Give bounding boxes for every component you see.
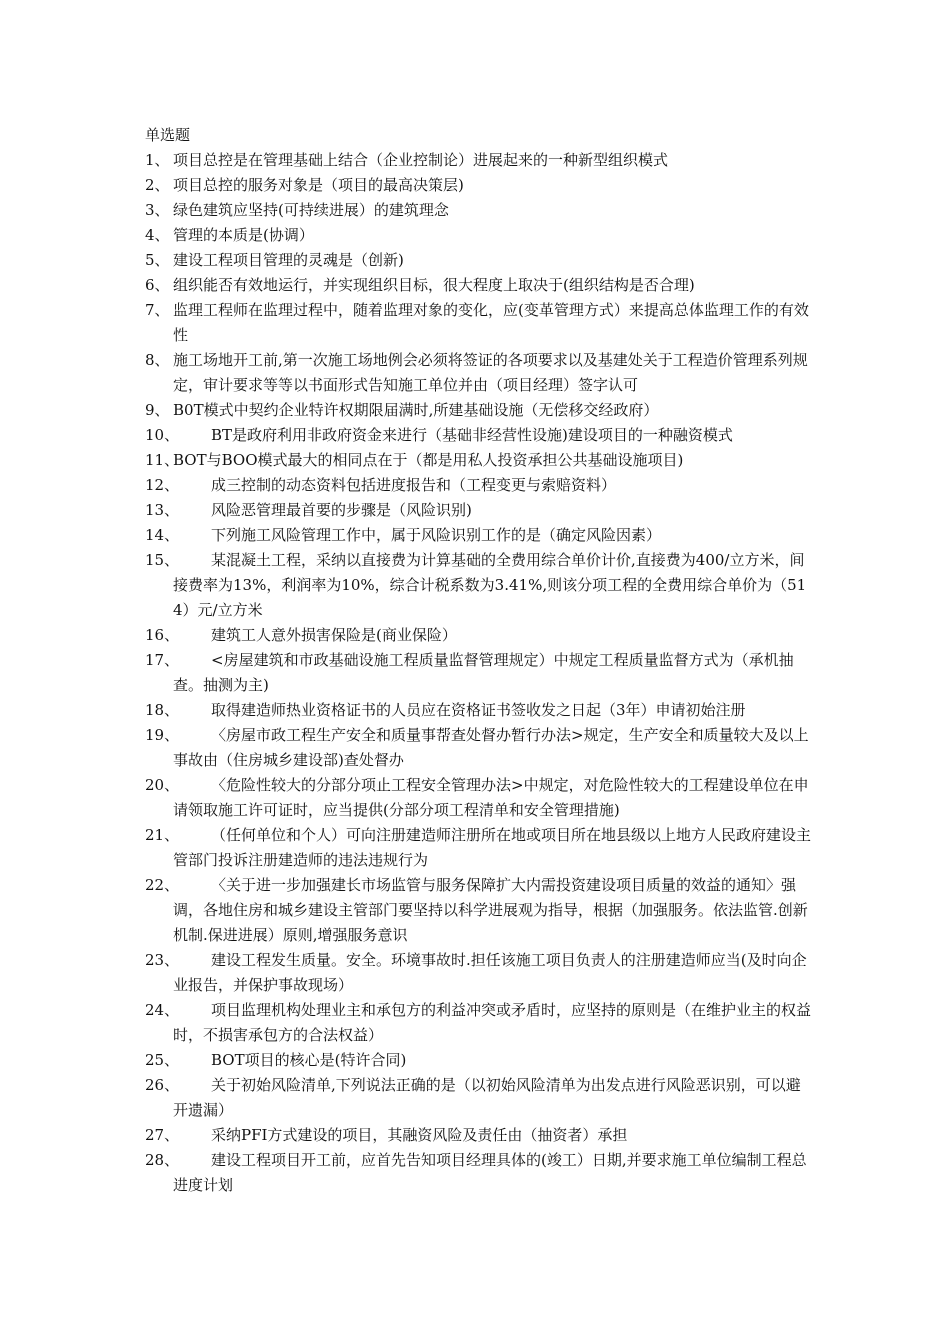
- item-text: 某混凝土工程，采纳以直接费为计算基础的全费用综合单价计价,直接费为400/立方米，间接费率为13%，利润率为10%，综合计税系数为3.41%,则该分项工程的全费用综合单价为（514）元/立方米: [173, 551, 807, 619]
- item-text: 项目监理机构处理业主和承包方的利益冲突或矛盾时，应坚持的原则是（在维护业主的权益时，不损害承包方的合法权益）: [173, 1001, 812, 1044]
- item-number: 6、: [145, 276, 170, 294]
- item-text: 组织能否有效地运行，并实现组织目标，很大程度上取决于(组织结构是否合理): [173, 276, 695, 294]
- item-text: 建设工程项目管理的灵魂是（创新): [173, 251, 404, 269]
- list-item: [145, 223, 815, 248]
- item-text: 取得建造师热业资格证书的人员应在资格证书签收发之日起（3年）申请初始注册: [211, 701, 746, 719]
- list-item: [145, 823, 815, 873]
- list-item: [145, 198, 815, 223]
- item-number: 18、: [145, 701, 180, 719]
- item-text: 〈危险性较大的分部分项止工程安全管理办法>中规定，对危险性较大的工程建设单位在申请领取施工许可证时，应当提供(分部分项工程清单和安全管理措施): [173, 776, 809, 819]
- item-number: 22、: [145, 876, 180, 894]
- list-item: [145, 948, 815, 998]
- list-item: [145, 298, 815, 348]
- item-text: 监理工程师在监理过程中，随着监理对象的变化，应(变革管理方式）来提高总体监理工作的有效性: [173, 301, 809, 344]
- item-text: B0T模式中契约企业特许权期限届满时,所建基础设施（无偿移交经政府）: [173, 401, 659, 419]
- list-item: [145, 998, 815, 1048]
- item-text: 项目总控是在管理基础上结合（企业控制论）进展起来的一种新型组织模式: [173, 151, 669, 169]
- list-item: [145, 648, 815, 698]
- item-number: 12、: [145, 476, 180, 494]
- item-text: 绿色建筑应坚持(可持续进展）的建筑理念: [173, 201, 449, 219]
- item-number: 7、: [145, 301, 170, 319]
- item-text: 管理的本质是(协调）: [173, 226, 314, 244]
- item-text: 建设工程发生质量。安全。环境事故时.担任该施工项目负责人的注册建造师应当(及时向企业报告，并保护事故现场）: [173, 951, 807, 994]
- list-item: [145, 1148, 815, 1198]
- item-number: 1、: [145, 151, 170, 169]
- list-item: [145, 1073, 815, 1123]
- item-text: （任何单位和个人）可向注册建造师注册所在地或项目所在地县级以上地方人民政府建设主管部门投诉注册建造师的违法违规行为: [173, 826, 812, 869]
- item-number: 17、: [145, 651, 180, 669]
- item-number: 3、: [145, 201, 170, 219]
- list-item: [145, 248, 815, 273]
- item-number: 23、: [145, 951, 180, 969]
- list-item: [145, 148, 815, 173]
- list-item: [145, 1123, 815, 1148]
- item-text: 〈房屋市政工程生产安全和质量事帮查处督办暂行办法>规定，生产安全和质量较大及以上事故由（住房城乡建设部)查处督办: [173, 726, 809, 769]
- item-number: 9、: [145, 401, 170, 419]
- item-number: 20、: [145, 776, 180, 794]
- list-item: [145, 873, 815, 948]
- list-item: [145, 723, 815, 773]
- item-text: 风险恶管理最首要的步骤是（风险识别): [211, 501, 472, 519]
- list-item: [145, 348, 815, 398]
- list-item: [145, 623, 815, 648]
- item-number: 10、: [145, 426, 180, 444]
- document-content: [145, 123, 815, 1198]
- list-item: [145, 473, 815, 498]
- list-item: [145, 523, 815, 548]
- list-item: [145, 498, 815, 523]
- item-text: 〈关于进一步加强建长市场监管与服务保障扩大内需投资建设项目质量的效益的通知〉强调，各地住房和城乡建设主管部门要坚持以科学进展观为指导，根据（加强服务。依法监管.创新机制.保进进展）原则,增强服务意识: [173, 876, 808, 944]
- list-item: [145, 548, 815, 623]
- list-item: [145, 173, 815, 198]
- item-number: 24、: [145, 1001, 180, 1019]
- item-text: 建设工程项目开工前，应首先告知项目经理具体的(竣工）日期,并要求施工单位编制工程总进度计划: [173, 1151, 807, 1194]
- list-item: [145, 273, 815, 298]
- list-item: [145, 773, 815, 823]
- list-item: [145, 398, 815, 423]
- list-item: [145, 698, 815, 723]
- item-number: 5、: [145, 251, 170, 269]
- item-text: BOT项目的核心是(特许合同): [211, 1051, 407, 1069]
- item-text: 采纳PFI方式建设的项目，其融资风险及责任由（抽资者）承担: [211, 1126, 628, 1144]
- item-text: 下列施工风险管理工作中，属于风险识别工作的是（确定风险因素）: [211, 526, 662, 544]
- item-text: 建筑工人意外损害保险是(商业保险）: [211, 626, 457, 644]
- item-number: 26、: [145, 1076, 180, 1094]
- item-number: 19、: [145, 726, 180, 744]
- question-list: [145, 148, 815, 1198]
- list-item: [145, 423, 815, 448]
- item-text: BOT与BOO模式最大的相同点在于（都是用私人投资承担公共基础设施项目): [173, 451, 684, 469]
- item-text: BT是政府利用非政府资金来进行（基础非经营性设施)建设项目的一种融资模式: [211, 426, 733, 444]
- list-item: [145, 1048, 815, 1073]
- item-number: 27、: [145, 1126, 180, 1144]
- item-number: 28、: [145, 1151, 180, 1169]
- item-number: 14、: [145, 526, 180, 544]
- item-text: 成三控制的动态资料包括进度报告和（工程变更与索赔资料）: [211, 476, 617, 494]
- item-number: 25、: [145, 1051, 180, 1069]
- item-number: 21、: [145, 826, 180, 844]
- item-number: 13、: [145, 501, 180, 519]
- item-text: 关于初始风险清单,下列说法正确的是（以初始风险清单为出发点进行风险恶识别，可以避开遗漏）: [173, 1076, 801, 1119]
- item-number: 8、: [145, 351, 170, 369]
- item-number: 11、: [145, 451, 180, 469]
- item-text: 项目总控的服务对象是（项目的最高决策层): [173, 176, 464, 194]
- item-number: 16、: [145, 626, 180, 644]
- item-text: 施工场地开工前,第一次施工场地例会必须将签证的各项要求以及基建处关于工程造价管理系列规定，审计要求等等以书面形式告知施工单位并由（项目经理）签字认可: [173, 351, 808, 394]
- item-number: 2、: [145, 176, 170, 194]
- item-number: 4、: [145, 226, 170, 244]
- page-title: 单选题: [145, 126, 191, 144]
- list-item: [145, 448, 815, 473]
- item-number: 15、: [145, 551, 180, 569]
- item-text: <房屋建筑和市政基础设施工程质量监督管理规定）中规定工程质量监督方式为（承机抽查。抽测为主): [173, 651, 794, 694]
